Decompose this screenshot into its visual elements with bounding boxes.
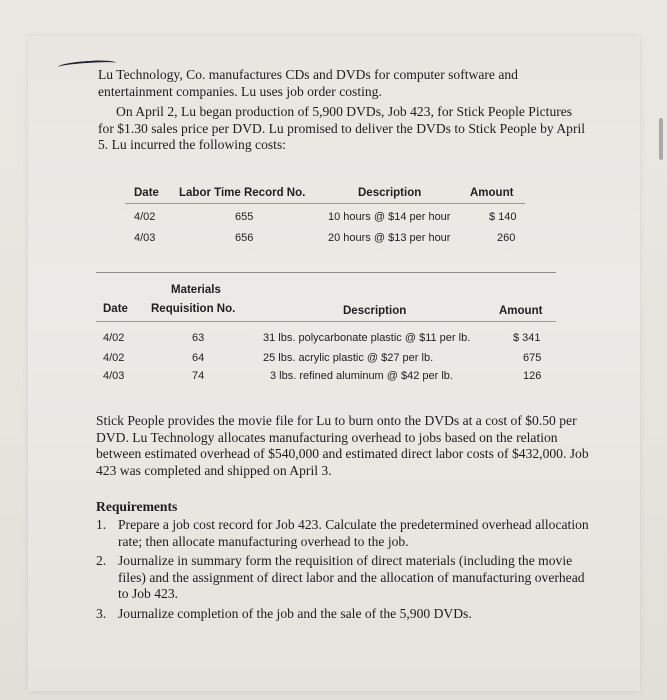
intro-paragraph-2-text: On April 2, Lu began production of 5,900 DVDs, Job 423, for Stick People Pictures for $1.30 sales price per DVD. Lu promised to deliver the DVDs to Stick People by April 5. Lu incurred the following costs: [98,104,586,152]
labor-header-amount: Amount [470,187,514,199]
materials-cell-description: 31 lbs. polycarbonate plastic @ $11 per lb. [263,332,471,344]
materials-cell-amount: 126 [523,370,542,382]
materials-cell-date: 4/02 [103,332,125,344]
requirement-item [96,517,596,550]
labor-cell-amount: $ 140 [489,211,517,223]
labor-cell-amount: 260 [497,232,516,244]
materials-header-description: Description [343,305,407,317]
requirement-text: Prepare a job cost record for Job 423. Calculate the predetermined overhead allocation rate; then allocate manufacturing overhead to the job. [118,517,589,549]
requirement-number: 3. [96,605,107,621]
requirement-text: Journalize in summary form the requisition of direct materials (including the movie files) and the assignment of direct labor and the allocation of manufacturing overhead to Job 423. [118,553,585,601]
requirement-text: Journalize completion of the job and the sale of the 5,900 DVDs. [118,605,472,621]
intro-paragraph-2 [98,104,588,154]
requirement-item [96,553,596,603]
materials-cell-amount: $ 341 [513,332,541,344]
scroll-indicator[interactable] [659,118,663,160]
requirement-item [96,606,596,623]
materials-cell-requisition: 63 [192,332,205,344]
materials-header-requisition-line1: Materials [171,284,221,296]
materials-cell-description: 25 lbs. acrylic plastic @ $27 per lb. [263,352,434,364]
labor-cell-record: 656 [235,232,254,244]
labor-header-record: Labor Time Record No. [179,187,306,199]
labor-cell-record: 655 [235,211,254,223]
labor-cell-date: 4/02 [134,211,156,223]
labor-header-date: Date [134,187,159,199]
materials-header-rule [96,321,556,322]
materials-cell-description: 3 lbs. refined aluminum @ $42 per lb. [270,370,453,382]
movie-file-paragraph: Stick People provides the movie file for Lu to burn onto the DVDs at a cost of $0.50 per DVD. Lu Technology allocates manufacturing overhead to jobs based on the relation between estimated overhead of $540,000 and estimated direct labor costs of $432,000. Job 423 was completed and shipped on April 3. [96,413,589,478]
labor-header-description: Description [358,187,422,199]
labor-cell-date: 4/03 [134,232,156,244]
materials-header-requisition-line2: Requisition No. [151,303,236,315]
materials-header-date: Date [103,303,128,315]
requirement-number: 2. [96,553,107,568]
materials-header-amount: Amount [499,305,543,317]
materials-cell-requisition: 74 [192,370,205,382]
requirement-number: 1. [96,517,107,532]
requirements-title: Requirements [96,499,178,514]
materials-cell-date: 4/02 [103,352,125,364]
labor-header-rule [125,203,525,204]
materials-cell-date: 4/03 [103,370,125,382]
requirements-list [96,517,596,625]
section-divider-rule [96,272,556,273]
labor-cell-description: 10 hours @ $14 per hour [328,211,451,223]
materials-cell-requisition: 64 [192,352,205,364]
labor-cell-description: 20 hours @ $13 per hour [328,232,451,244]
intro-paragraph-1: Lu Technology, Co. manufactures CDs and DVDs for computer software and entertainment companies. Lu uses job order costing. [98,67,518,99]
materials-cell-amount: 675 [523,352,542,364]
